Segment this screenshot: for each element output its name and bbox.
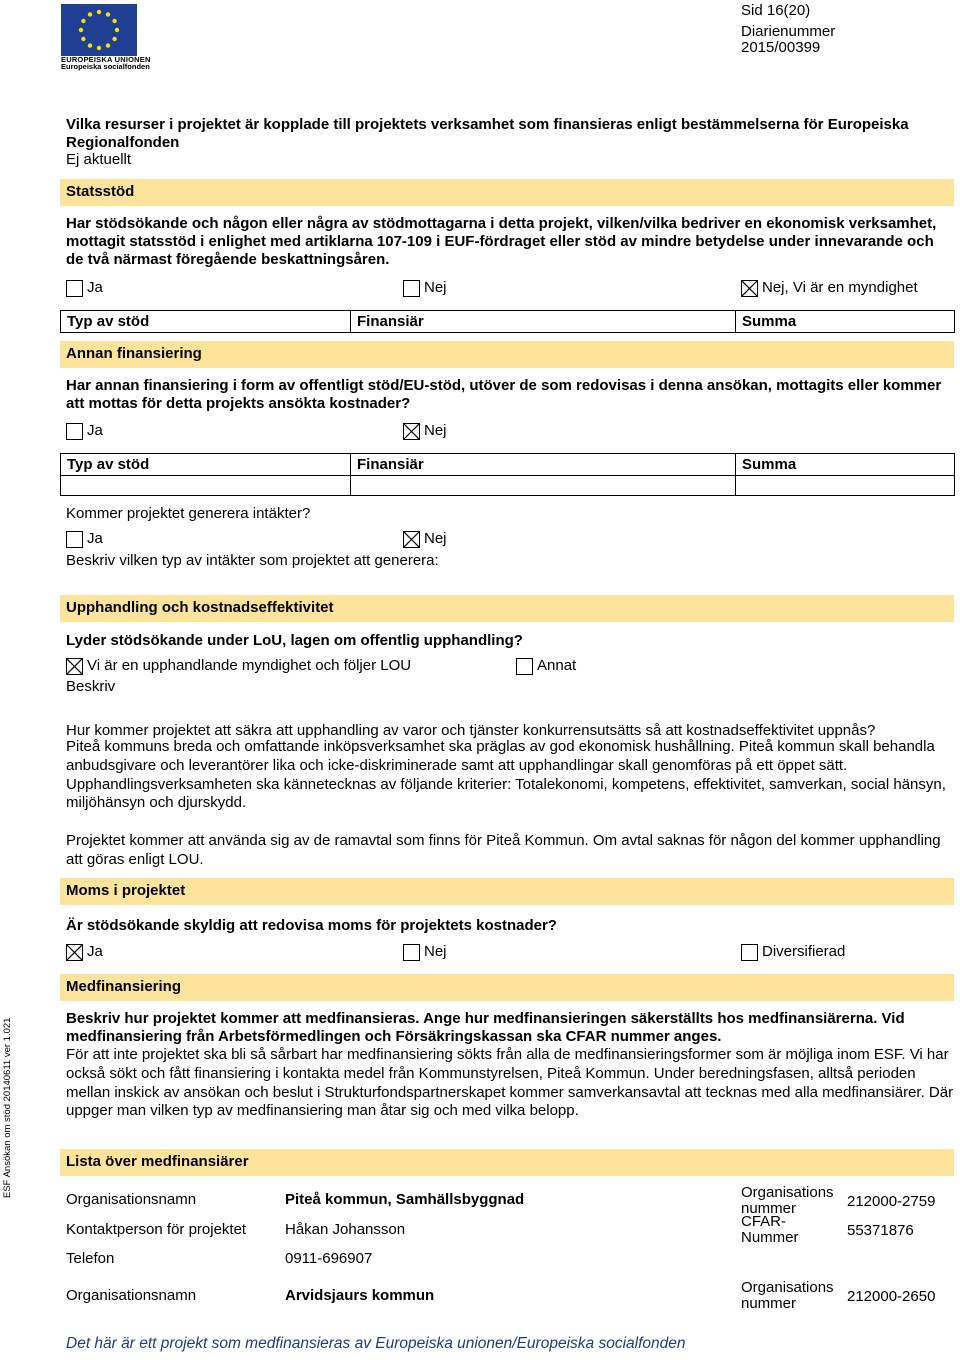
entry1-contact-label: Kontaktperson för projektet	[66, 1221, 247, 1238]
annan-nej-checkbox[interactable]	[403, 423, 420, 440]
diarie-number: 2015/00399	[741, 39, 821, 56]
logo-text-union: EUROPEISKA UNIONEN	[61, 55, 151, 64]
annan-ja-label: Ja	[87, 422, 103, 439]
income-nej-label: Nej	[424, 530, 447, 547]
resources-question: Vilka resurser i projektet är kopplade till projektets verksamhet som finansieras enligt bestämmelserna för Europeiska Regionalfonden	[66, 116, 909, 151]
eu-logo	[61, 4, 137, 56]
logo-text-fund: Europeiska socialfonden	[61, 62, 150, 71]
statsstod-ja-label: Ja	[87, 279, 103, 296]
cell-finansiar[interactable]	[351, 476, 736, 496]
upphandling-annat-checkbox[interactable]	[516, 658, 533, 675]
income-describe: Beskriv vilken typ av intäkter som projektet att generera:	[66, 552, 439, 569]
moms-ja-checkbox[interactable]	[66, 944, 83, 961]
annan-nej-label: Nej	[424, 422, 447, 439]
statsstod-header	[60, 179, 954, 206]
lista-header	[60, 1149, 954, 1176]
checkmark-x-icon	[742, 281, 757, 296]
statsstod-myndighet-checkbox[interactable]	[741, 280, 758, 297]
col-header-finansiar: Finansiär	[351, 454, 736, 476]
checkmark-x-icon	[67, 659, 82, 674]
upphandling-question-2: Hur kommer projektet att säkra att upphandling av varor och tjänster konkurrensutsätts så att kostnadseffektivitet uppnås?	[66, 722, 876, 739]
moms-diversifierad-checkbox[interactable]	[741, 944, 758, 961]
medfin-question: Beskriv hur projektet kommer att medfinansieras. Ange hur medfinansieringen säkerställts hos medfinansiärerna. Vid medfinansiering från Arbetsförmedlingen och Försäkringskassan ska CFAR nummer anges.	[66, 1010, 905, 1045]
entry1-orgnr-value: 212000-2759	[847, 1193, 936, 1210]
moms-header	[60, 878, 954, 905]
entry1-phone-label: Telefon	[66, 1250, 115, 1267]
entry2-org-value: Arvidsjaurs kommun	[285, 1287, 435, 1304]
entry1-phone-value: 0911-696907	[285, 1250, 373, 1267]
moms-ja-label: Ja	[87, 943, 103, 960]
page-number: Sid 16(20)	[741, 2, 811, 19]
upphandling-paragraph-2: Projektet kommer att använda sig av de ramavtal som finns för Piteå Kommun. Om avtal saknas för någon del kommer upphandling att göras enligt LOU.	[66, 832, 941, 868]
income-nej-checkbox[interactable]	[403, 531, 420, 548]
entry2-orgnr-label: Organisations nummer	[741, 1279, 834, 1312]
cell-summa[interactable]	[736, 476, 955, 496]
upphandling-header	[60, 595, 954, 622]
medfin-text: För att inte projektet ska bli så sårbart har medfinansiering sökts från alla de medfinansieringsformer som är möjliga inom ESF. Vi har också sökt och fått finansiering i kontakta medel från Kommunstyrelsen, Piteå Kommun. Under beredningsfasen, alltså perioden mellan inskick av ansökan och beslut i Strukturfondspartnerskapet kommer samverkansavtal att tecknas med alla medfinansiärer. Där uppger man vilken typ av medfinansiering man åtar sig och med vilka belopp.	[66, 1046, 954, 1120]
annan-header	[60, 341, 954, 368]
upphandling-title: Upphandling och kostnadseffektivitet	[66, 599, 334, 616]
moms-question: Är stödsökande skyldig att redovisa moms för projektets kostnader?	[66, 917, 557, 934]
upphandling-describe-label: Beskriv	[66, 678, 116, 695]
upphandling-annat-label: Annat	[537, 657, 577, 674]
statsstod-table	[60, 310, 955, 333]
upphandling-myndighet-label: Vi är en upphandlande myndighet och följer LOU	[87, 657, 412, 674]
col-header-finansiar: Finansiär	[351, 311, 736, 333]
checkmark-x-icon	[404, 424, 419, 439]
footer-text: Det här är ett projekt som medfinansieras av Europeiska unionen/Europeiska socialfonden	[66, 1335, 686, 1352]
annan-ja-checkbox[interactable]	[66, 423, 83, 440]
resources-answer: Ej aktuellt	[66, 151, 132, 168]
income-ja-checkbox[interactable]	[66, 531, 83, 548]
entry1-cfar-label: CFAR-Nummer	[741, 1213, 799, 1246]
income-ja-label: Ja	[87, 530, 103, 547]
lista-title: Lista över medfinansiärer	[66, 1153, 249, 1170]
statsstod-question: Har stödsökande och någon eller några av stödmottagarna i detta projekt, vilken/vilka bedriver en ekonomisk verksamhet, mottagit statsstöd i enlighet med artiklarna 107-109 i EUF-fördraget eller stöd av mindre betydelse under innevarande och de två närmast föregående beskattningsåren.	[66, 215, 937, 268]
entry1-contact-value: Håkan Johansson	[285, 1221, 406, 1238]
entry1-orgnr-label: Organisations nummer	[741, 1184, 834, 1217]
checkmark-x-icon	[404, 532, 419, 547]
upphandling-myndighet-checkbox[interactable]	[66, 658, 83, 675]
entry1-org-label: Organisationsnamn	[66, 1191, 197, 1208]
upphandling-paragraph-1: Piteå kommuns breda och omfattande inköpsverksamhet ska präglas av god ekonomisk hushållning. Piteå kommun skall behandla anbudsgivare och leverantörer lika och icke-diskriminerade samt att upphandlingar skall genomföras på ett öppet sätt. Upphandlingsverksamheten ska kännetecknas av följande kriterier: Totalekonomi, kompetens, effektivitet, samverkan, social hänsyn, miljöhänsyn och djurskydd.	[66, 738, 946, 812]
annan-table	[60, 453, 955, 496]
col-header-summa: Summa	[736, 454, 955, 476]
entry1-cfar-value: 55371876	[847, 1222, 914, 1239]
entry2-orgnr-value: 212000-2650	[847, 1288, 936, 1305]
version-sidebar: ESF Ansökan om stöd 20140611 ver 1.021	[2, 1017, 13, 1198]
moms-nej-checkbox[interactable]	[403, 944, 420, 961]
col-header-typ: Typ av stöd	[61, 454, 351, 476]
table-header-row	[61, 311, 955, 333]
cell-typ[interactable]	[61, 476, 351, 496]
upphandling-question: Lyder stödsökande under LoU, lagen om offentlig upphandling?	[66, 632, 523, 649]
table-header-row	[61, 454, 955, 476]
moms-diversifierad-label: Diversifierad	[762, 943, 846, 960]
statsstod-ja-checkbox[interactable]	[66, 280, 83, 297]
table-row	[61, 476, 955, 496]
medfin-header	[60, 974, 954, 1001]
eu-stars-icon	[61, 4, 137, 56]
annan-question: Har annan finansiering i form av offentligt stöd/EU-stöd, utöver de som redovisas i denna ansökan, mottagits eller kommer att mottas för detta projekts ansökta kostnader?	[66, 377, 942, 412]
medfin-title: Medfinansiering	[66, 978, 182, 995]
statsstod-nej-label: Nej	[424, 279, 447, 296]
entry2-org-label: Organisationsnamn	[66, 1287, 197, 1304]
entry1-org-value: Piteå kommun, Samhällsbyggnad	[285, 1191, 525, 1208]
statsstod-nej-checkbox[interactable]	[403, 280, 420, 297]
checkmark-x-icon	[67, 945, 82, 960]
moms-title: Moms i projektet	[66, 882, 186, 899]
col-header-typ: Typ av stöd	[61, 311, 351, 333]
moms-nej-label: Nej	[424, 943, 447, 960]
statsstod-title: Statsstöd	[66, 183, 135, 200]
annan-title: Annan finansiering	[66, 345, 202, 362]
col-header-summa: Summa	[736, 311, 955, 333]
income-question: Kommer projektet generera intäkter?	[66, 505, 311, 522]
diarie-label: Diarienummer	[741, 23, 836, 40]
statsstod-myndighet-label: Nej, Vi är en myndighet	[762, 279, 918, 296]
